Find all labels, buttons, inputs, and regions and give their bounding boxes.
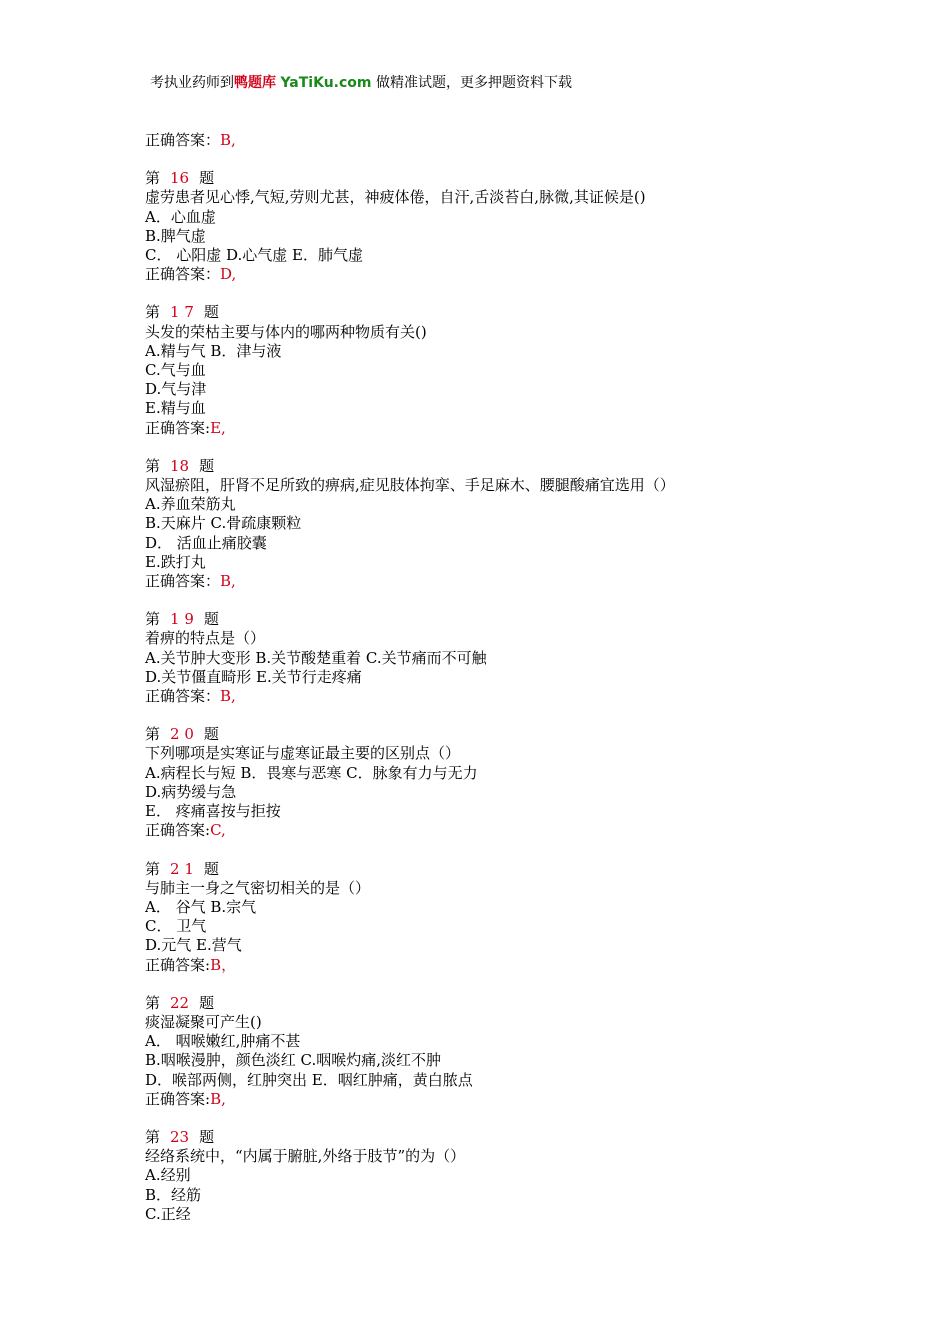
question-number [145,610,925,629]
answer-option: A.经别 [145,1166,191,1185]
answer-option: C． 心阳虚 D.心气虚 E．肺气虚 [145,246,363,265]
question-number-value: 16 [170,169,190,188]
question-number-value: 1 7 [170,303,194,322]
question-prefix: 第 [145,1127,161,1146]
question-block [145,1128,925,1224]
answer-option: A.病程长与短 B．畏寒与恶寒 C．脉象有力与无力 [145,763,478,782]
answer-option: D.元气 E.营气 [145,936,242,955]
question-prefix: 第 [145,169,161,188]
answer-value: B, [210,1089,226,1108]
correct-answer [145,419,925,438]
block-spacer [145,975,925,994]
question-number [145,457,925,476]
answer-label: 正确答案: [145,1089,211,1108]
question-suffix: 题 [203,610,219,629]
header-prefix: 考执业药师到 [150,75,234,91]
question-stem: 风湿瘀阻，肝肾不足所致的痹病,症见肢体拘挛、手足麻木、腰腿酸痛宜选用（） [145,476,675,495]
answer-value: B, [220,131,236,149]
question-suffix: 题 [203,859,219,878]
answer-option: A． 谷气 B.宗气 [145,897,257,916]
answer-option: B.天麻片 C.骨疏康颗粒 [145,514,302,533]
block-spacer [145,438,925,457]
answer-option: D.病势缓与急 [145,782,237,801]
question-prefix: 第 [145,610,161,629]
block-spacer [145,706,925,725]
answer-value: E, [210,418,226,437]
question-number [145,1128,925,1147]
answer-option: C． 卫气 [145,917,207,936]
answer-option: D． 活血止痛胶囊 [145,533,267,552]
answer-option: E． 疼痛喜按与拒按 [145,802,281,821]
answer-option: B.脾气虚 [145,226,206,245]
answer-option: A.养血荣筋丸 [145,495,236,514]
question-block [145,610,925,706]
header-suffix: 做精准试题，更多押题资料下载 [375,75,572,91]
question-prefix: 第 [145,859,161,878]
answer-option: E.跌打丸 [145,552,206,571]
answer-label: 正确答案： [145,131,221,149]
brand-name-cn[interactable]: 鸭题库 [234,75,276,91]
question-suffix: 题 [203,303,219,322]
answer-label: 正确答案: [145,418,211,437]
answer-option: B．经筋 [145,1185,202,1204]
answer-label: 正确答案： [145,687,221,706]
correct-answer [145,572,925,591]
answer-option: B.咽喉漫肿，颜色淡红 C.咽喉灼痛,淡红不肿 [145,1051,442,1070]
answer-value: B， [210,955,237,974]
question-stem: 虚劳患者见心悸,气短,劳则尤甚，神疲体倦，自汗,舌淡苔白,脉微,其证候是() [145,188,646,207]
question-number-value: 1 9 [170,610,194,629]
question-block [145,860,925,975]
question-prefix: 第 [145,725,161,744]
question-stem: 下列哪项是实寒证与虚寒证最主要的区别点（） [145,744,461,763]
answer-label: 正确答案： [145,572,221,591]
correct-answer [145,131,925,150]
block-spacer [145,1109,925,1128]
correct-answer [145,1090,925,1109]
question-suffix: 题 [199,169,215,188]
question-stem: 与肺主一身之气密切相关的是（） [145,878,371,897]
question-number [145,303,925,322]
brand-domain[interactable]: .com [333,75,372,91]
question-prefix: 第 [145,993,161,1012]
correct-answer [145,821,925,840]
answer-value: B, [220,687,236,706]
question-suffix: 题 [199,456,215,475]
question-stem: 着痹的特点是（） [145,629,266,648]
question-prefix: 第 [145,303,161,322]
answer-option: D．喉部两侧，红肿突出 E．咽红肿痛，黄白脓点 [145,1070,473,1089]
question-number-value: 18 [170,456,190,475]
block-spacer [145,841,925,860]
question-prefix: 第 [145,456,161,475]
question-number-value: 22 [170,993,190,1012]
page-header [150,72,572,92]
correct-answer [145,956,925,975]
correct-answer [145,265,925,284]
answer-option: C.气与血 [145,361,206,380]
question-stem: 头发的荣枯主要与体内的哪两种物质有关() [145,322,427,341]
question-stem: 经络系统中，“内属于腑脏,外络于肢节”的为（） [145,1147,466,1166]
answer-option: A.精与气 B．津与液 [145,341,282,360]
block-spacer [145,284,925,303]
question-number-value: 23 [170,1127,190,1146]
answer-option: E.精与血 [145,399,206,418]
answer-label: 正确答案: [145,955,211,974]
answer-option: A． 咽喉嫩红,肿痛不甚 [145,1032,301,1051]
answer-option: D.关节僵直畸形 E.关节行走疼痛 [145,667,362,686]
question-suffix: 题 [199,993,215,1012]
question-number [145,860,925,879]
question-block [145,169,925,284]
answer-value: C, [210,821,226,840]
question-block [145,725,925,840]
question-block [145,303,925,437]
answer-label: 正确答案: [145,821,211,840]
question-suffix: 题 [199,1127,215,1146]
answer-value: D, [220,265,237,284]
answer-option: A．心血虚 [145,207,216,226]
question-list [145,131,925,1224]
question-number-value: 2 1 [170,859,194,878]
question-stem: 痰湿凝聚可产生() [145,1012,262,1031]
block-spacer [145,150,925,169]
question-block [145,994,925,1109]
answer-value: B, [220,572,236,591]
answer-label: 正确答案： [145,265,221,284]
answer-option: C.正经 [145,1204,191,1223]
question-number [145,725,925,744]
question-number-value: 2 0 [170,725,194,744]
question-block [145,131,925,150]
answer-option: D.气与津 [145,380,207,399]
question-suffix: 题 [203,725,219,744]
question-block [145,457,925,591]
question-number [145,169,925,188]
answer-option: A.关节肿大变形 B.关节酸楚重着 C.关节痛而不可触 [145,648,487,667]
block-spacer [145,591,925,610]
correct-answer [145,687,925,706]
brand-name-en[interactable]: YaTiKu [280,75,334,91]
question-number [145,994,925,1013]
